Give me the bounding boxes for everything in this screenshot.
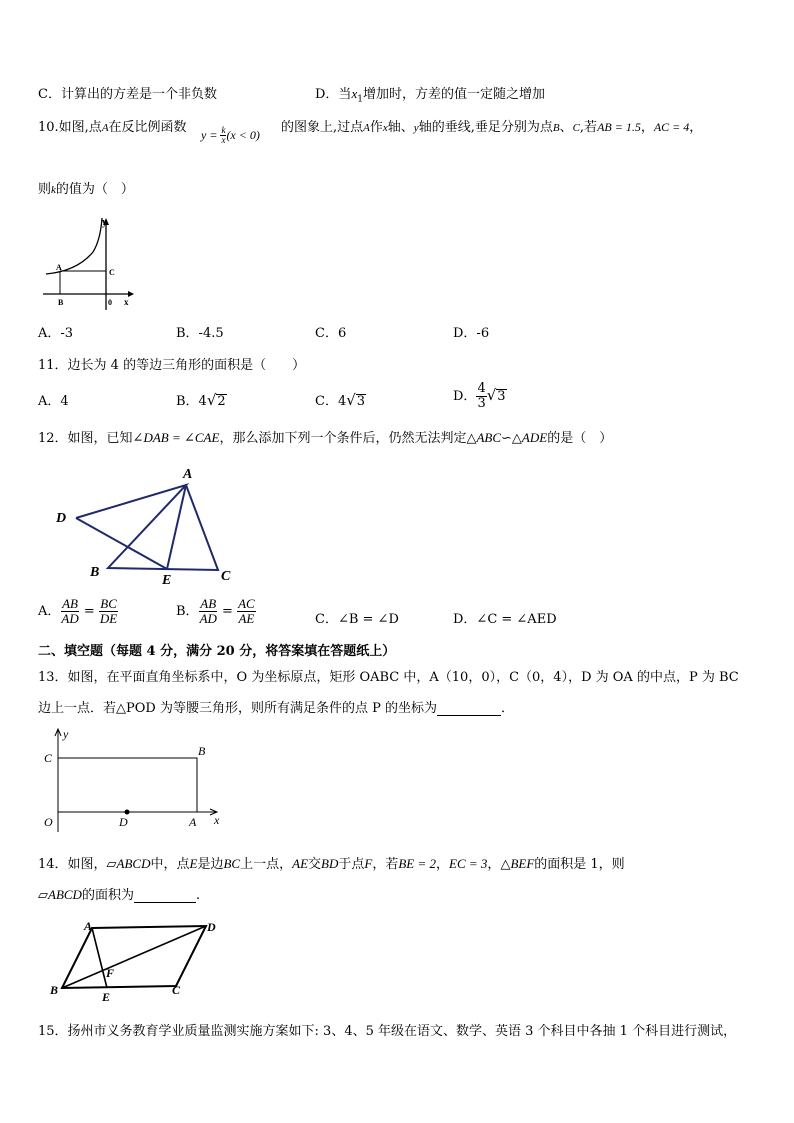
label-d: D	[207, 920, 216, 934]
q9-option-d: D．当$x_1$增加时，方差的值一定随之增加	[315, 86, 545, 105]
label-c: C	[109, 268, 115, 277]
q13-figure-rectangle	[38, 726, 228, 832]
label-a: A	[84, 919, 93, 933]
q11-option-a: A．4	[38, 394, 69, 409]
q10-function-formula: y = $\frac{k}{x}$ (x < 0)	[201, 125, 260, 145]
label-b: B	[58, 298, 64, 307]
label-o: O	[44, 815, 53, 829]
label-e: E	[102, 990, 111, 1004]
label-a: A	[183, 467, 193, 482]
q14-answer-blank	[134, 888, 196, 903]
q10-figure-hyperbola	[38, 212, 138, 312]
q11-option-c: C．4√3	[315, 391, 366, 409]
q14-figure-parallelogram	[44, 912, 224, 1004]
label-c: C	[172, 983, 181, 997]
q13-answer-blank	[437, 701, 501, 716]
label-x: x	[124, 297, 129, 307]
q12-option-b: B． $\frac{AB}{AD}$ = $\frac{AC}{AE}$	[176, 596, 255, 626]
q12-figure-triangles	[50, 462, 250, 587]
section-title-fill-in: 二、填空题（每题 4 分，满分 20 分，将答案填在答题纸上）	[38, 644, 396, 659]
q10-question-line2: 则k的值为（ ）	[38, 182, 134, 197]
label-x: x	[214, 813, 220, 827]
diagonal-bd	[62, 926, 206, 988]
q14-question-line2: ▱ABCD的面积为 .	[38, 887, 201, 903]
q12-option-c: C．∠B = ∠D	[315, 612, 399, 627]
label-c: C	[221, 569, 231, 584]
q9-option-c: C．计算出的方差是一个非负数	[38, 87, 217, 102]
q13-question-line2: 边上一点．若△POD 为等腰三角形，则所有满足条件的点 P 的坐标为 ．	[38, 701, 515, 716]
label-b: B	[198, 744, 206, 758]
q10-option-d: D．-6	[453, 326, 490, 341]
label-y: y	[63, 727, 69, 741]
label-a: A	[56, 263, 62, 272]
label-f: F	[106, 966, 115, 980]
segment-de	[76, 518, 167, 569]
q14-question-line1: 14．如图，▱ABCD中，点E是边BC上一点，AE交BD于点F，若BE = 2，EC = 3，△BEF的面积是 1，则	[38, 856, 625, 872]
q12-option-d: D．∠C = ∠AED	[453, 612, 557, 627]
hyperbola-curve	[46, 218, 102, 274]
label-b: B	[90, 565, 100, 580]
label-b: B	[50, 983, 59, 997]
q13-question-line1: 13．如图，在平面直角坐标系中，O 为坐标原点，矩形 OABC 中，A（10，0），C（0，4），D 为 OA 的中点，P 为 BC	[38, 670, 739, 685]
x-axis-arrow	[128, 291, 134, 297]
label-d: D	[56, 511, 67, 526]
label-a: A	[189, 815, 197, 829]
rectangle-oabc	[58, 758, 197, 812]
q10-option-b: B．-4.5	[176, 326, 224, 341]
q11-option-b: B．4√2	[176, 391, 226, 409]
label-o: 0	[108, 298, 112, 307]
q12-option-a: A． $\frac{AB}{AD}$ = $\frac{BC}{DE}$	[38, 596, 118, 626]
q10-option-a: A．-3	[38, 326, 74, 341]
segment-ae	[92, 928, 107, 988]
q15-question-line1: 15．扬州市义务教育学业质量监测实施方案如下: 3、4、5 年级在语文、数学、英语 3 个科目中各抽 1 个科目进行测试，	[38, 1024, 737, 1039]
label-c: C	[44, 751, 53, 765]
q11-option-d: D． $\frac{4}{3}$ √3	[453, 381, 506, 411]
point-d	[125, 810, 130, 815]
q11-question: 11．边长为 4 的等边三角形的面积是（ ）	[38, 358, 306, 373]
q12-question: 12．如图，已知∠DAB = ∠CAE，那么添加下列一个条件后，仍然无法判定△ABC∽△ADE的是（ ）	[38, 430, 613, 446]
q10-question-line1: 10.如图,点A在反比例函数	[38, 120, 187, 135]
q10-question-line1-cont: 的图象上,过点A作x轴、y轴的垂线,垂足分别为点B、C,若AB = 1.5，AC = 4，	[281, 120, 703, 135]
segment-ae	[167, 485, 186, 569]
label-e: E	[162, 573, 172, 587]
q10-option-c: C．6	[315, 326, 347, 341]
label-y: y	[102, 217, 107, 228]
label-d: D	[119, 815, 128, 829]
